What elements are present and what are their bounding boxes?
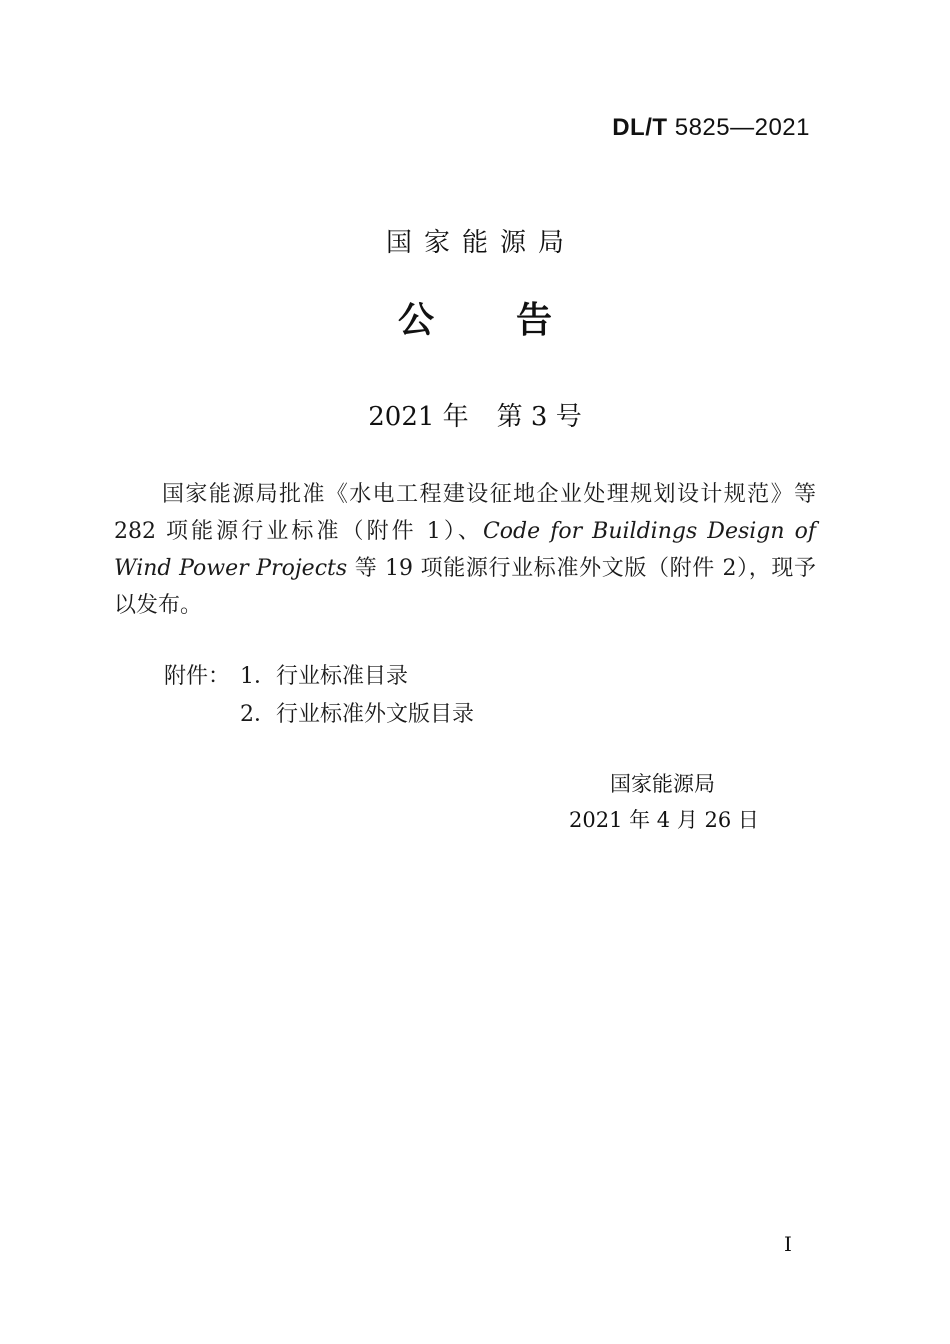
announcement-year: 2021 年 (368, 402, 469, 432)
standard-prefix: DL/T (612, 114, 668, 141)
attachments-list (164, 658, 474, 734)
attachment-row (164, 696, 474, 734)
signature-organization: 国家能源局 (610, 772, 715, 796)
body-text-english-title: Code for Buildings Design of Wind Power Projects (114, 519, 816, 581)
announcement-issue: 第 3 号 (496, 402, 582, 432)
attachment-item-1: 1．行业标准目录 (240, 664, 408, 689)
attachment-item-2: 2．行业标准外文版目录 (240, 702, 474, 727)
announcement-number (0, 396, 950, 433)
announcement-body (114, 476, 816, 624)
page-number: I (784, 1232, 792, 1256)
standard-code (612, 114, 810, 142)
document-type-heading: 公告 (397, 300, 634, 341)
issuer-heading: 国家能源局 (385, 228, 576, 258)
standard-number: 5825—2021 (674, 114, 810, 141)
attachment-row (164, 658, 474, 696)
attachments-label: 附件： (164, 664, 231, 689)
signature-date: 2021 年 4 月 26 日 (569, 808, 759, 832)
body-text-part-2: 等 19 项能源行业标准外文版（附件 2），现予以发布。 (114, 556, 817, 618)
body-text-part-1: 国家能源局批准《水电工程建设征地企业处理规划设计规范》等 282 项能源行业标准（附件 1）、 (114, 482, 816, 544)
